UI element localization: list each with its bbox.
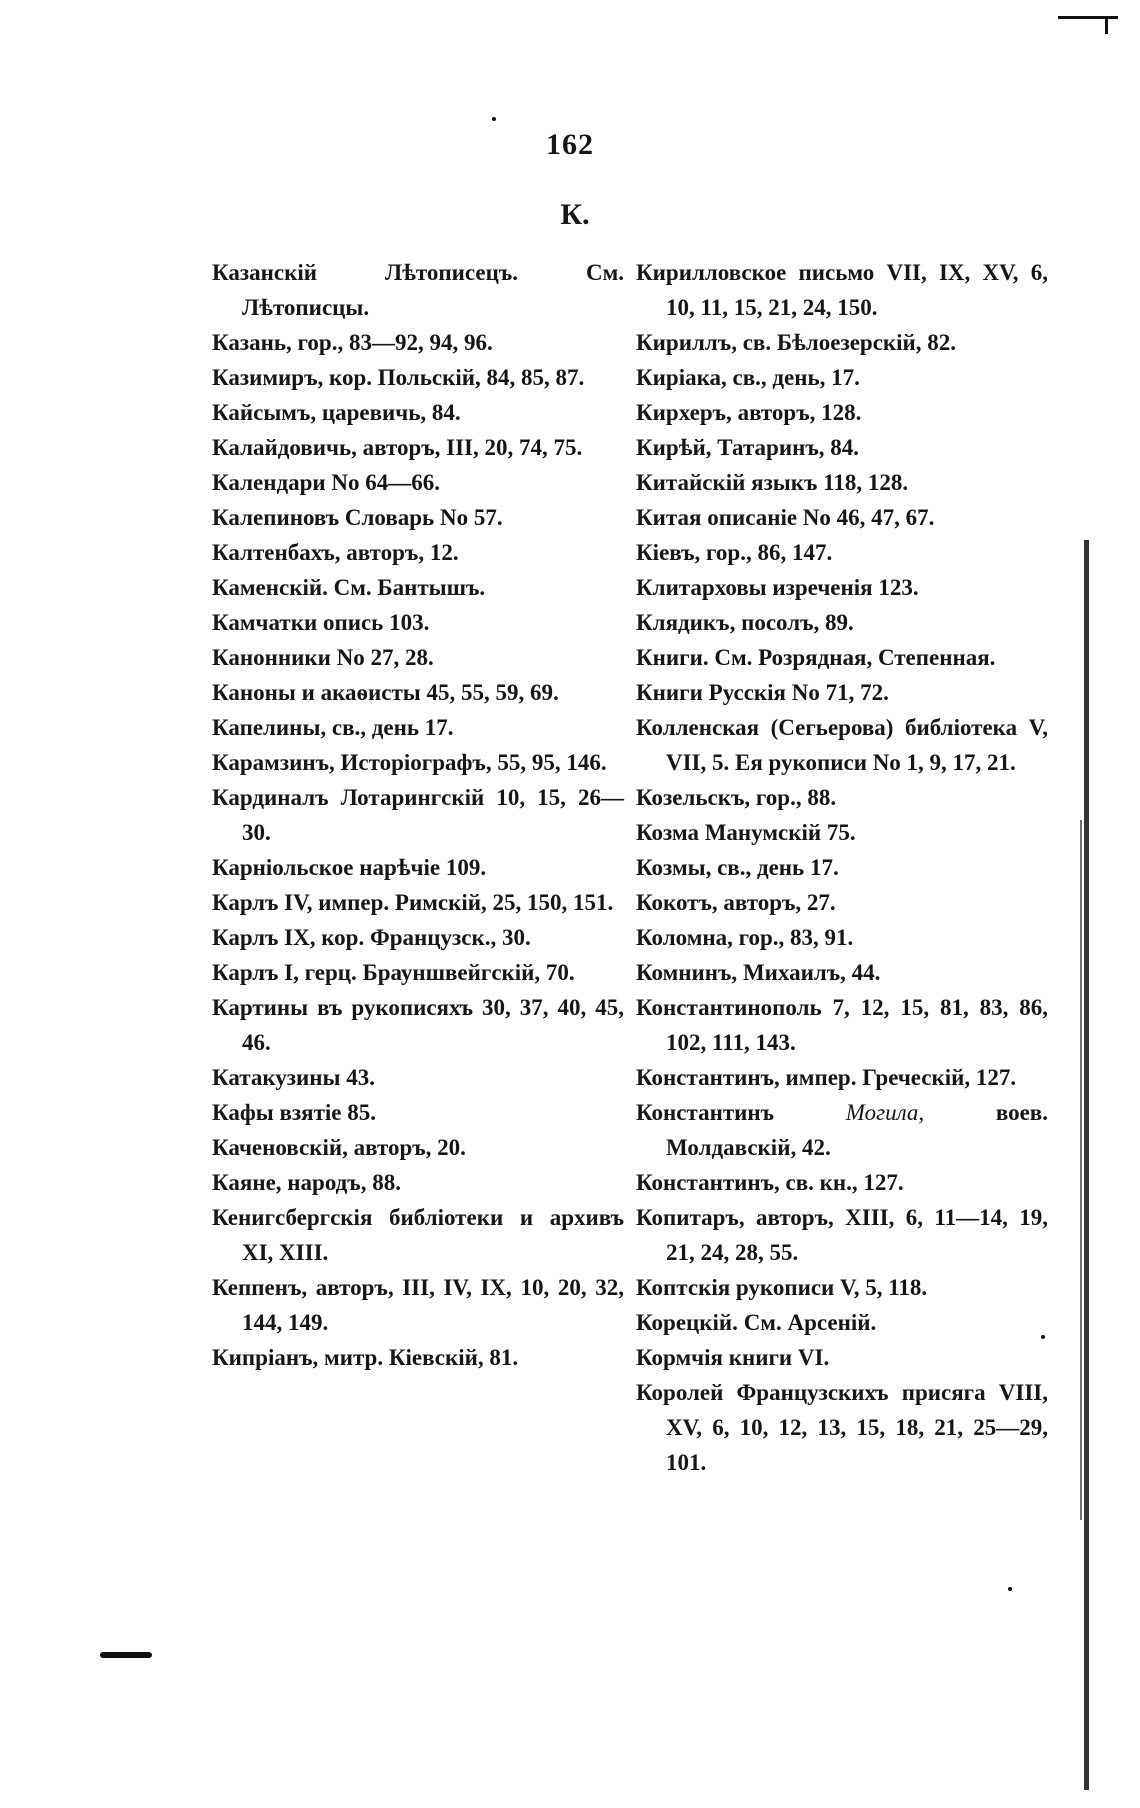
index-entry-headword: Карлъ IV, — [212, 890, 313, 915]
index-entry — [636, 640, 1048, 675]
index-entry-headword: Кайсымъ, — [212, 400, 317, 425]
index-entry-references: гор., 83—92, 94, 96. — [291, 330, 493, 355]
index-entry-italic: Могила, — [774, 1100, 925, 1125]
index-entry-headword: Козмы, — [636, 855, 712, 880]
index-entry-headword: Капелины, — [212, 715, 327, 740]
index-entry-references: описаніе No 46, 47, 67. — [701, 505, 935, 530]
index-entry-headword: Константинополь — [636, 995, 822, 1020]
index-entry-headword: Казанскій — [212, 260, 317, 285]
index-entry-references: авторъ, 128. — [731, 400, 862, 425]
index-entry-headword: Картины — [212, 995, 309, 1020]
index-entry-headword: Королей — [636, 1380, 724, 1405]
index-entry — [212, 1200, 624, 1270]
index-entry — [636, 780, 1048, 815]
index-entry-references: См. Арсеній. — [737, 1310, 877, 1335]
index-entry — [636, 570, 1048, 605]
index-entry — [212, 325, 624, 360]
index-entry-references: нарѣчіе 109. — [353, 855, 487, 880]
index-entry-references: кор. Французск., 30. — [315, 925, 531, 950]
index-entry — [212, 990, 624, 1060]
index-entry-references: народъ, 88. — [281, 1170, 401, 1195]
index-entry-headword: Киріака, — [636, 365, 727, 390]
index-entry — [212, 430, 624, 465]
index-entry-headword: Каменскій. — [212, 575, 328, 600]
index-entry — [636, 815, 1048, 850]
index-entry-references: гор., 83, 91. — [732, 925, 854, 950]
index-entry-references: герц. Брауншвейгскій, 70. — [298, 960, 575, 985]
index-entry-references: авторъ, 12. — [340, 540, 459, 565]
index-entry-headword: Каяне, — [212, 1170, 282, 1195]
page-corner-mark — [1105, 16, 1108, 34]
index-entry-references: No 64—66. — [325, 470, 440, 495]
index-entry-headword: Коптскія — [636, 1275, 731, 1300]
index-entry — [212, 850, 624, 885]
index-entry-references: No 27, 28. — [330, 645, 434, 670]
index-entry — [636, 325, 1048, 360]
index-entry-references: въ рукописяхъ 30, 37, 40, 45, 46. — [242, 995, 624, 1055]
index-entry-references: 7, 12, 15, 81, 83, 86, 102, 111, 143. — [666, 995, 1048, 1055]
index-entry-references: (Сегьерова) библіотека V, VII, 5. Ея рукописи No 1, 9, 17, 21. — [666, 715, 1048, 775]
index-entry — [212, 745, 624, 780]
index-entry-references: Французскихъ присяга VIII, XV, 6, 10, 12, 13, 15, 18, 21, 25—29, 101. — [666, 1380, 1048, 1475]
index-entry — [212, 605, 624, 640]
index-entry-references: авторъ, XIII, 6, 11—14, 19, 21, 24, 28, 55. — [666, 1205, 1048, 1265]
index-entry — [212, 640, 624, 675]
section-letter: К. — [560, 198, 590, 231]
index-entry — [636, 535, 1048, 570]
index-entry-headword: Книги. — [636, 645, 709, 670]
index-entry-headword: Кормчія — [636, 1345, 723, 1370]
index-entry — [636, 990, 1048, 1060]
index-entry-references: письмо VII, IX, XV, 6, 10, 11, 15, 21, 24, 150. — [666, 260, 1048, 320]
index-entry-references: митр. Кіевскій, 81. — [318, 1345, 519, 1370]
ink-speck — [1008, 1587, 1012, 1591]
index-entry-headword: Кирилловское — [636, 260, 787, 285]
index-entry-headword: Кокотъ, — [636, 890, 718, 915]
index-entry-references: изреченія 123. — [766, 575, 919, 600]
index-entry-headword: Карлъ I, — [212, 960, 299, 985]
index-entry-references: св. кн., 127. — [779, 1170, 904, 1195]
index-entry-headword: Карніольское — [212, 855, 354, 880]
index-entry-headword: Каноны — [212, 680, 296, 705]
index-entry — [212, 360, 624, 395]
index-entry-headword: Карлъ IX, — [212, 925, 316, 950]
index-entry-headword: Камчатки — [212, 610, 318, 635]
index-entry — [212, 955, 624, 990]
page-number: 162 — [546, 128, 594, 161]
index-entry-headword: Календари — [212, 470, 326, 495]
index-entry-references: св. Бѣлоезерскій, 82. — [736, 330, 957, 355]
index-entry-references: Лѣтописецъ. См. Лѣтописцы. — [242, 260, 624, 320]
left-index-column — [212, 255, 624, 1375]
index-entry-references: книги VI. — [722, 1345, 830, 1370]
index-entry-headword: Кеппенъ, — [212, 1275, 308, 1300]
index-entry-headword: Карамзинъ, — [212, 750, 335, 775]
index-entry-references: опись 103. — [317, 610, 430, 635]
ink-smudge — [100, 1652, 152, 1658]
index-entry-references: Русскія No 71, 72. — [702, 680, 889, 705]
index-entry-references: импер. Римскій, 25, 150, 151. — [312, 890, 614, 915]
index-entry-references: Татаринъ, 84. — [711, 435, 859, 460]
index-entry — [636, 255, 1048, 325]
index-entry-references: См. Розрядная, Степенная. — [708, 645, 996, 670]
index-entry — [212, 395, 624, 430]
index-entry-references: Словарь No 57. — [339, 505, 503, 530]
index-entry-headword: Козма — [636, 820, 699, 845]
index-entry — [636, 465, 1048, 500]
index-entry-headword: Константинъ, — [636, 1170, 780, 1195]
index-entry-headword: Клядикъ, — [636, 610, 736, 635]
index-entry — [636, 1375, 1048, 1480]
index-entry-references: посолъ, 89. — [735, 610, 854, 635]
index-entry — [636, 885, 1048, 920]
index-entry-headword: Константинъ, — [636, 1065, 780, 1090]
index-entry — [212, 535, 624, 570]
index-entry-references: Манумскій 75. — [698, 820, 856, 845]
index-entry-references: импер. Греческій, 127. — [779, 1065, 1017, 1090]
index-entry-references: воев. Молдавскій, 42. — [666, 1100, 1048, 1160]
index-entry-references: кор. Польскій, 84, 85, 87. — [323, 365, 585, 390]
index-entry — [212, 1095, 624, 1130]
index-entry — [636, 850, 1048, 885]
index-entry — [636, 920, 1048, 955]
index-entry — [636, 1060, 1048, 1095]
index-entry-headword: Кипріанъ, — [212, 1345, 319, 1370]
index-entry-references: св., день 17. — [326, 715, 454, 740]
index-entry-headword: Кириллъ, — [636, 330, 737, 355]
index-entry — [636, 710, 1048, 780]
index-entry — [212, 1270, 624, 1340]
index-entry-headword: Каченовскій, — [212, 1135, 348, 1160]
ink-speck — [1041, 1335, 1045, 1339]
index-entry-references: св., день, 17. — [726, 365, 860, 390]
index-entry-headword: Кенигсбергскія — [212, 1205, 373, 1230]
index-entry-headword: Калтенбахъ, — [212, 540, 341, 565]
index-entry-headword: Казимиръ, — [212, 365, 324, 390]
index-entry — [636, 1165, 1048, 1200]
index-entry — [212, 1060, 624, 1095]
index-entry-references: царевичь, 84. — [316, 400, 461, 425]
page-edge-shadow — [1084, 540, 1089, 1790]
index-entry-headword: Коломна, — [636, 925, 733, 950]
index-entry-headword: Кирхеръ, — [636, 400, 732, 425]
index-entry-references: авторъ, 27. — [717, 890, 836, 915]
index-entry-references: авторъ, III, IV, IX, 10, 20, 32, 144, 149. — [242, 1275, 624, 1335]
index-entry — [636, 955, 1048, 990]
index-entry — [212, 710, 624, 745]
index-entry — [636, 605, 1048, 640]
index-entry-references: Исторіографъ, 55, 95, 146. — [334, 750, 607, 775]
index-entry — [212, 570, 624, 605]
index-entry — [212, 1165, 624, 1200]
index-entry-headword: Комнинъ, — [636, 960, 738, 985]
index-entry — [212, 1340, 624, 1375]
index-entry-headword: Копитаръ, — [636, 1205, 745, 1230]
index-entry — [636, 1270, 1048, 1305]
index-entry — [636, 1340, 1048, 1375]
index-entry — [636, 360, 1048, 395]
index-entry — [212, 885, 624, 920]
index-entry-references: св., день 17. — [711, 855, 839, 880]
ink-speck — [492, 117, 496, 121]
index-entry-references: 43. — [340, 1065, 375, 1090]
index-entry-references: авторъ, 20. — [347, 1135, 466, 1160]
index-entry-references: взятіе 85. — [273, 1100, 377, 1125]
index-entry-references: библіотеки и архивъ XI, XIII. — [242, 1205, 624, 1265]
right-index-column — [636, 255, 1048, 1480]
index-entry — [636, 1095, 1048, 1165]
index-entry — [636, 675, 1048, 710]
index-entry-headword: Кафы — [212, 1100, 274, 1125]
index-entry — [212, 780, 624, 850]
index-entry-references: Михаилъ, 44. — [737, 960, 881, 985]
index-entry-references: Лотарингскій 10, 15, 26—30. — [242, 785, 624, 845]
index-entry — [636, 1200, 1048, 1270]
index-entry — [212, 465, 624, 500]
index-entry-headword: Книги — [636, 680, 703, 705]
index-entry-headword: Калепиновъ — [212, 505, 340, 530]
index-entry-headword: Казань, — [212, 330, 292, 355]
index-entry-headword: Калайдовичь, — [212, 435, 357, 460]
index-entry — [636, 1305, 1048, 1340]
index-entry-references: рукописи V, 5, 118. — [730, 1275, 928, 1300]
index-entry — [212, 675, 624, 710]
index-entry-headword: Катакузины — [212, 1065, 341, 1090]
index-entry-headword: Кардиналъ — [212, 785, 329, 810]
index-entry-headword: Кирѣй, — [636, 435, 712, 460]
index-entry — [212, 920, 624, 955]
index-entry-references: языкъ 118, 128. — [745, 470, 909, 495]
page-edge-shadow — [1080, 820, 1082, 1520]
index-entry-headword: Канонники — [212, 645, 331, 670]
index-entry-references: См. Бантышъ. — [327, 575, 486, 600]
page-corner-mark — [1058, 16, 1118, 19]
index-entry — [636, 430, 1048, 465]
index-entry — [636, 395, 1048, 430]
index-entry-references: гор., 88. — [750, 785, 837, 810]
index-entry — [212, 500, 624, 535]
index-entry-headword: Китайскій — [636, 470, 746, 495]
index-entry-references: и акаѳисты 45, 55, 59, 69. — [295, 680, 559, 705]
index-entry-headword: Клитарховы — [636, 575, 767, 600]
index-entry-headword: Корецкій. — [636, 1310, 738, 1335]
index-entry-headword: Китая — [636, 505, 702, 530]
index-entry-headword: Константинъ — [636, 1100, 775, 1125]
index-entry-references: гор., 86, 147. — [700, 540, 833, 565]
index-entry — [636, 500, 1048, 535]
index-entry — [212, 255, 624, 325]
index-entry-headword: Кіевъ, — [636, 540, 701, 565]
index-entry — [212, 1130, 624, 1165]
index-entry-references: авторъ, III, 20, 74, 75. — [356, 435, 583, 460]
index-entry-headword: Колленская — [636, 715, 760, 740]
index-entry-headword: Козельскъ, — [636, 785, 751, 810]
